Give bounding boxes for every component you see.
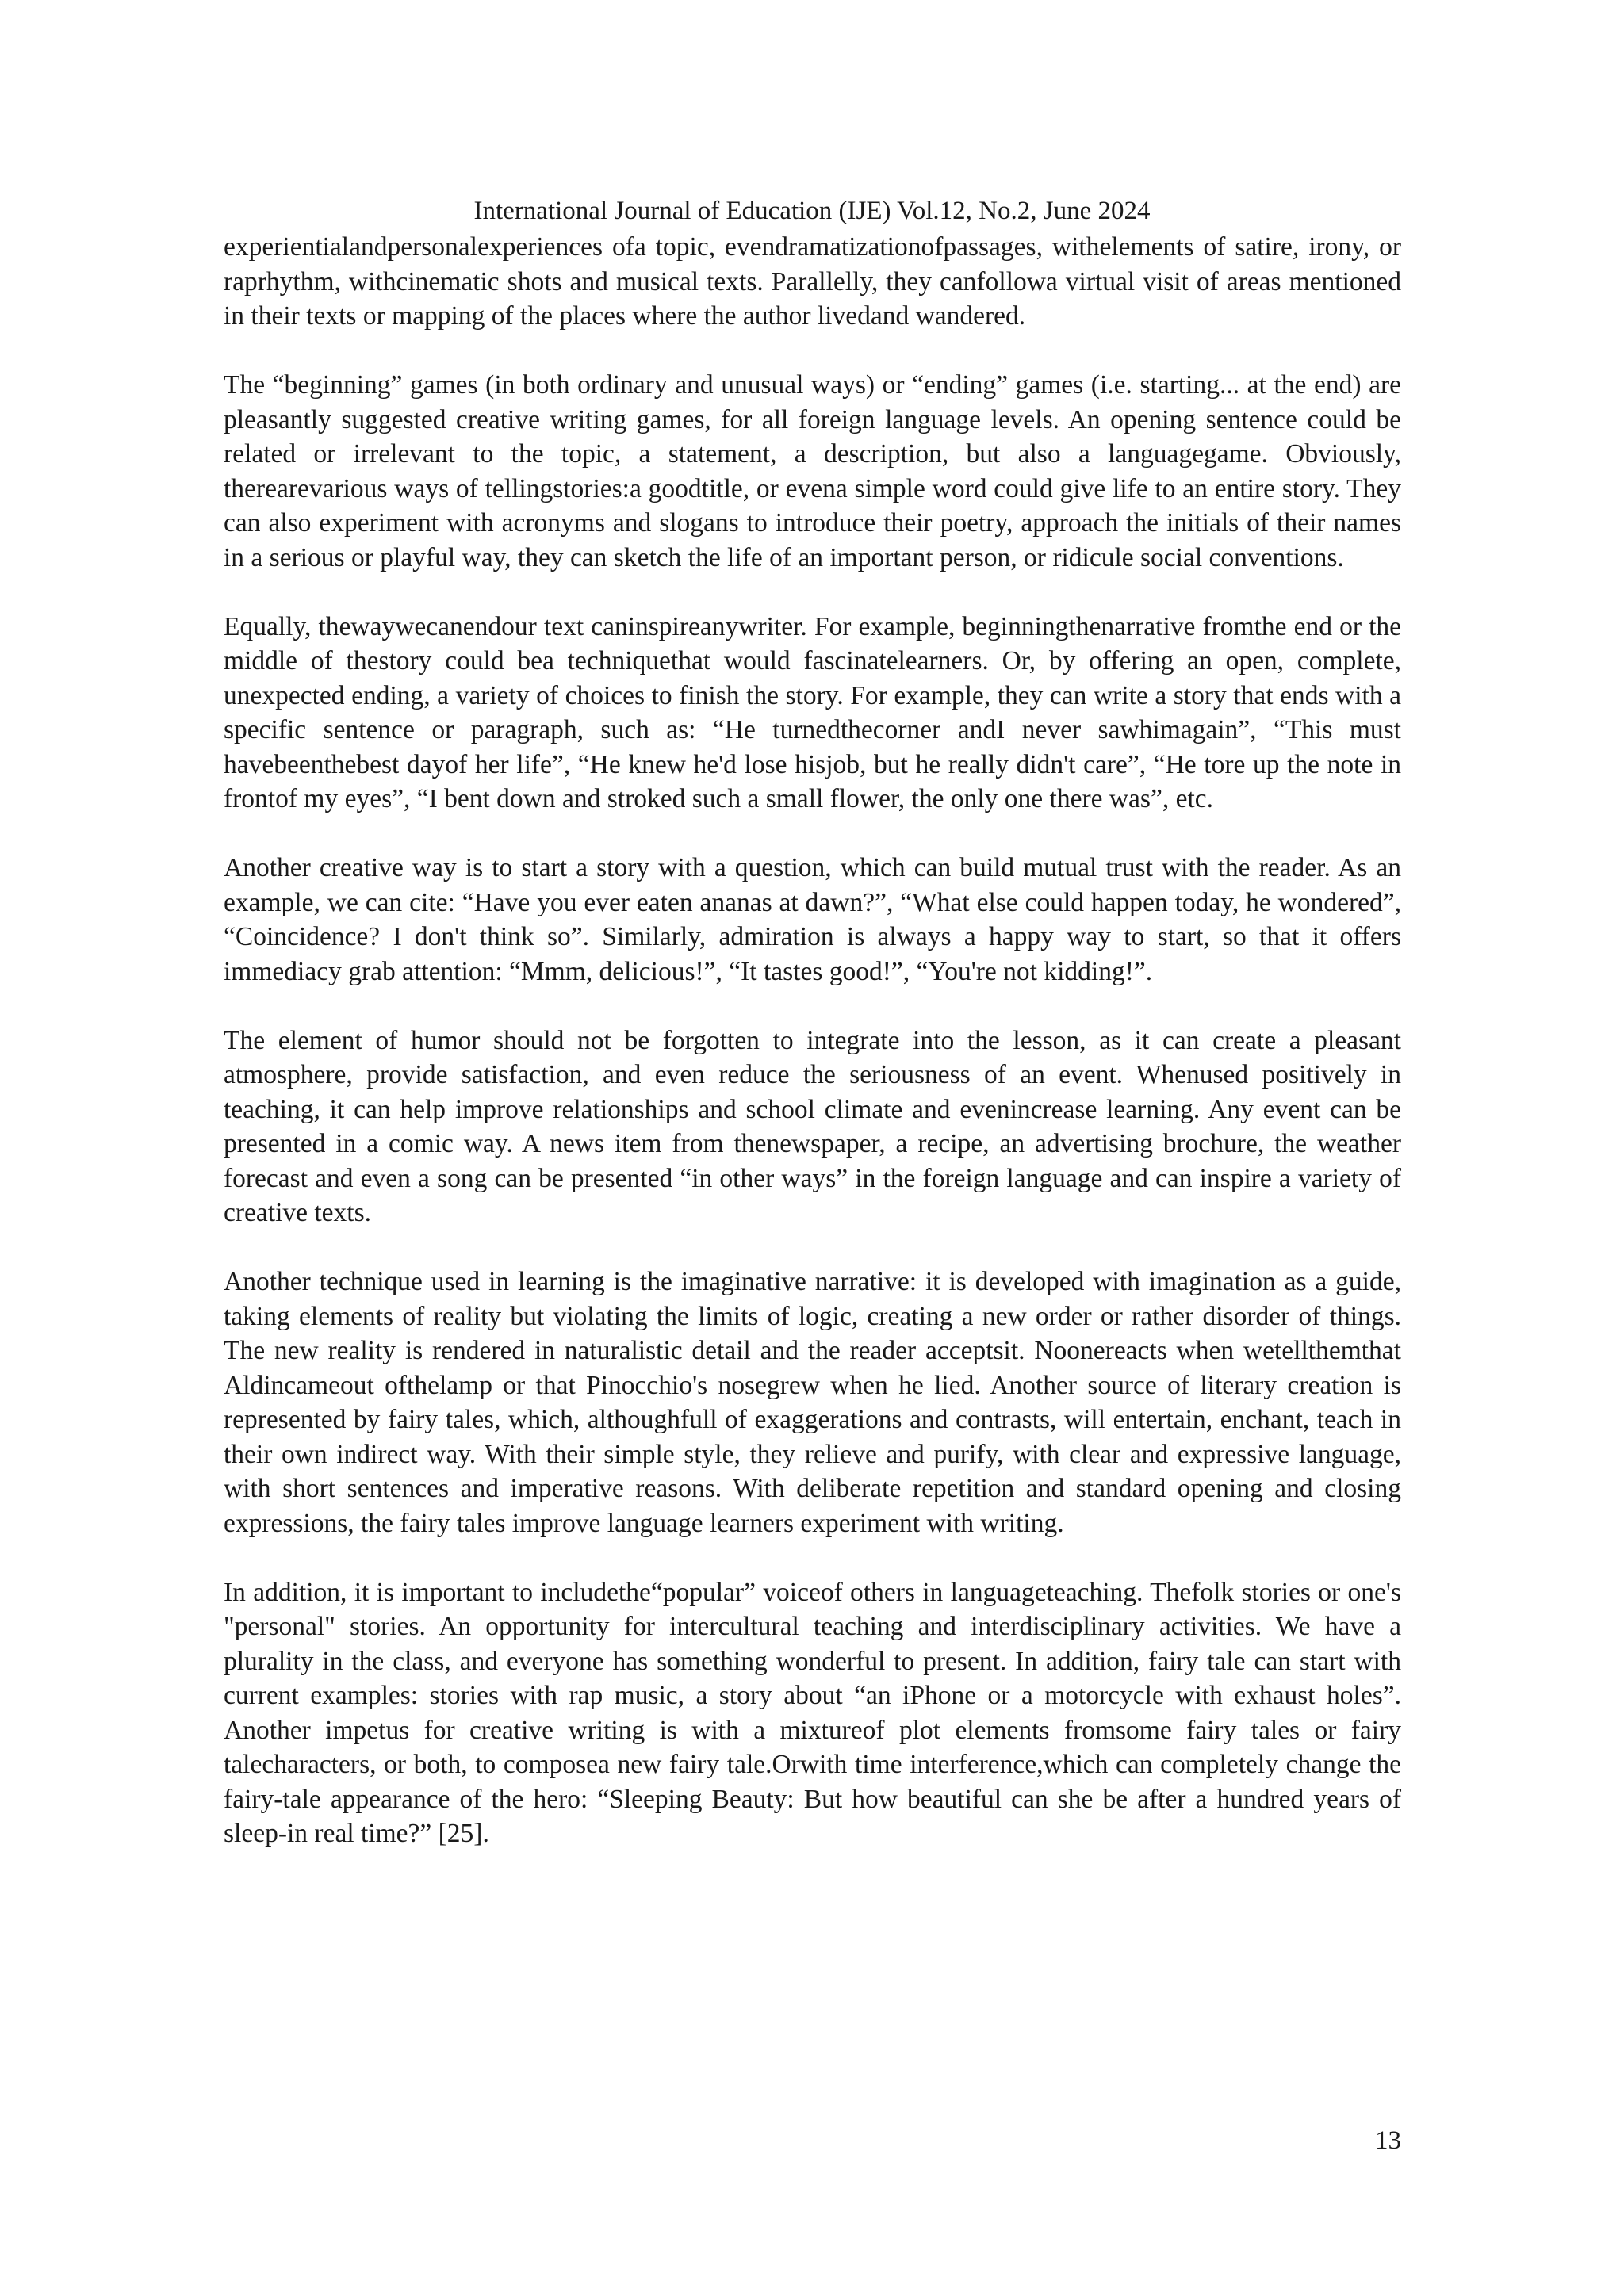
paragraph-5: The element of humor should not be forgotten to integrate into the lesson, as it can create a pleasant atmosphere, provide satisfaction, and even reduce the seriousness of an event. Whenused positively in teaching, it can help improve relationships and school climate and evenincrease learning. Any event can be presented in a comic way. A news item from thenewspaper, a recipe, an advertising brochure, the weather forecast and even a song can be presented “in other ways” in the foreign language and can inspire a variety of creative texts. — [224, 1025, 1401, 1227]
paragraph-2: The “beginning” games (in both ordinary and unusual ways) or “ending” games (i.e. starting... at the end) are pleasantly suggested creative writing games, for all foreign language levels. An opening sentence could be related or irrelevant to the topic, a statement, a description, but also a languagegame. Obviously, therearevarious ways of tellingstories:a goodtitle, or evena simple word could give life to an entire story. They can also experiment with acronyms and slogans to introduce their poetry, approach the initials of their names in a serious or playful way, they can sketch the life of an important person, or ridicule social conventions. — [224, 370, 1401, 572]
running-header: International Journal of Education (IJE) Vol.12, No.2, June 2024 — [473, 197, 1151, 225]
paragraph-7: In addition, it is important to includethe“popular” voiceof others in languageteaching. Thefolk stories or one's "personal" stories. An opportunity for intercultural teaching and interdisciplinary activities. We have a plurality in the class, and everyone has something wonderful to present. In addition, fairy tale can start with current examples: stories with rap music, a story about “an iPhone or a motorcycle with exhaust holes”. Another impetus for creative writing is with a mixtureof plot elements fromsome fairy tales or fairy talecharacters, or both, to composea new fairy tale.Orwith time interference,which can completely change the fairy-tale appearance of the hero: “Sleeping Beauty: But how beautiful can she be after a hundred years of sleep-in real time?” [25]. — [224, 1577, 1401, 1848]
page-number: 13 — [1375, 2126, 1401, 2155]
paragraph-1: experientialandpersonalexperiences ofa topic, evendramatizationofpassages, withelements of satire, irony, or raprhythm, withcinematic shots and musical texts. Parallelly, they canfollowa virtual visit of areas mentioned in their texts or mapping of the places where the author livedand wandered. — [224, 232, 1401, 331]
paragraph-4: Another creative way is to start a story with a question, which can build mutual trust with the reader. As an example, we can cite: “Have you ever eaten ananas at dawn?”, “What else could happen today, he wondered”, “Coincidence? I don't think so”. Similarly, admiration is always a happy way to start, so that it offers immediacy grab attention: “Mmm, delicious!”, “It tastes good!”, “You're not kidding!”. — [224, 853, 1401, 986]
paragraph-3: Equally, thewaywecanendour text caninspireanywriter. For example, beginningthenarrative fromthe end or the middle of thestory could bea techniquethat would fascinatelearners. Or, by offering an open, complete, unexpected ending, a variety of choices to finish the story. For example, they can write a story that ends with a specific sentence or paragraph, such as: “He turnedthecorner andI never sawhimagain”, “This must havebeenthebest dayof her life”, “He knew he'd lose hisjob, but he really didn't care”, “He tore up the note in frontof my eyes”, “I bent down and stroked such a small flower, the only one there was”, etc. — [224, 611, 1401, 813]
paragraph-6: Another technique used in learning is the imaginative narrative: it is developed with imagination as a guide, taking elements of reality but violating the limits of logic, creating a new order or rather disorder of things. The new reality is rendered in naturalistic detail and the reader acceptsit. Noonereacts when wetellthemthat Aldincameout ofthelamp or that Pinocchio's nosegrew when he lied. Another source of literary creation is represented by fairy tales, which, althoughfull of exaggerations and contrasts, will entertain, enchant, teach in their own indirect way. With their simple style, they relieve and purify, with clear and expressive language, with short sentences and imperative reasons. With deliberate repetition and standard opening and closing expressions, the fairy tales improve language learners experiment with writing. — [224, 1267, 1401, 1538]
body-text — [224, 230, 1401, 1851]
